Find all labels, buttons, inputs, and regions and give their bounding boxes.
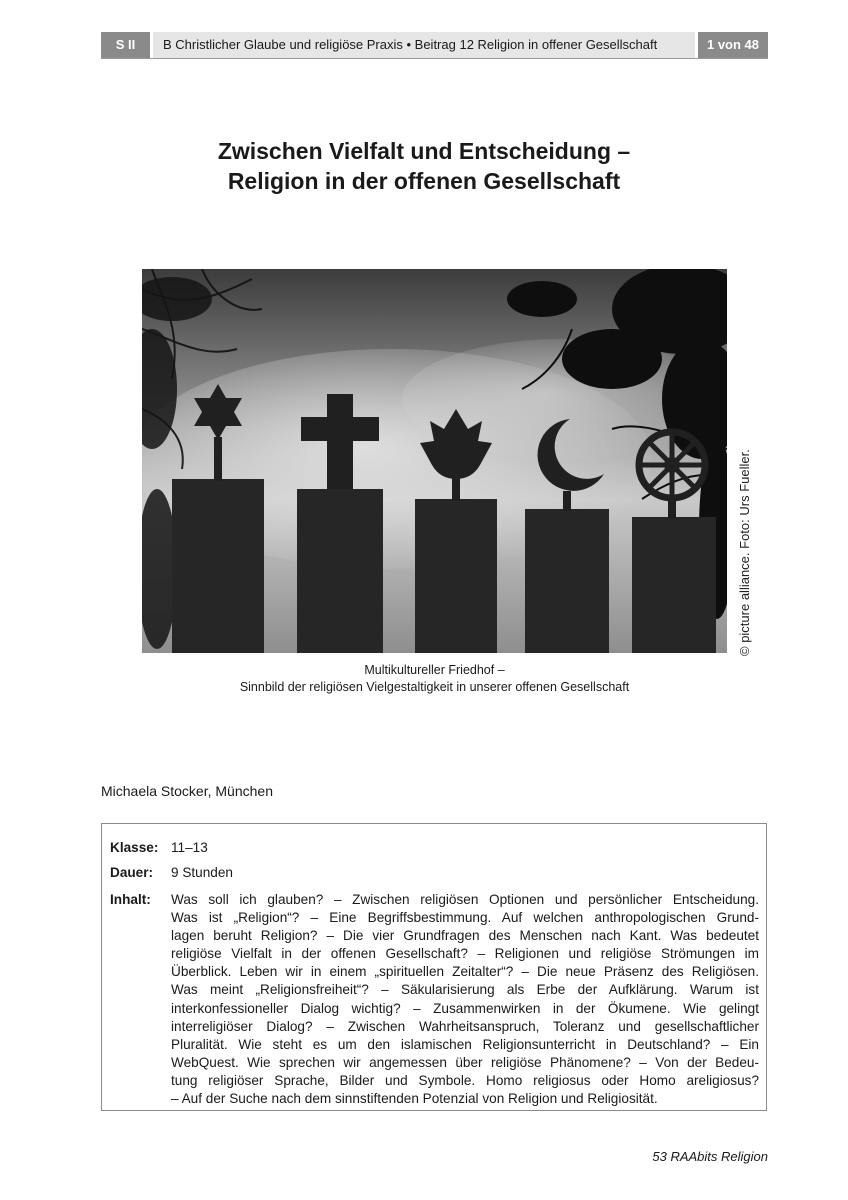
- title-line-1: Zwischen Vielfalt und Entscheidung –: [217, 138, 631, 164]
- dauer-value: 9 Stunden: [171, 865, 233, 880]
- page-counter: 1 von 48: [698, 32, 768, 58]
- inhalt-line: religiöse Vielfalt in der offenen Gesellschaft? – Religionen und religiöse Strömungen im: [171, 946, 759, 962]
- photo-illustration: [142, 269, 727, 653]
- author-line: Michaela Stocker, München: [101, 783, 273, 799]
- level-badge: S II: [101, 32, 150, 58]
- inhalt-line: Was meint „Religionsfreiheit“? – Säkularisierung als Erbe der Aufklärung. Warum ist: [171, 982, 759, 998]
- klasse-label: Klasse:: [110, 840, 159, 855]
- inhalt-label: Inhalt:: [110, 892, 151, 907]
- inhalt-text: [171, 891, 759, 1108]
- page-header: [101, 32, 768, 58]
- title-line-2: Religion in der offenen Gesellschaft: [227, 168, 621, 194]
- inhalt-line: WebQuest. Wie sprechen wir angemessen über religiöse Phänomene? – Von der Bedeu-: [171, 1054, 759, 1070]
- photo-caption: [142, 662, 727, 696]
- inhalt-line: tung religiöser Sprache, Bilder und Symbole. Homo religiosus oder Homo areligiosus?: [171, 1072, 759, 1088]
- klasse-value: 11–13: [171, 840, 208, 855]
- photo-credit: [728, 430, 754, 656]
- cemetery-photo: [142, 269, 727, 653]
- caption-line-1: Multikultureller Friedhof –: [364, 663, 505, 677]
- inhalt-line: lagen beruht Religion? – Die vier Grundfragen des Menschen nach Kant. Was bedeutet: [171, 928, 759, 944]
- inhalt-line: interreligiöser Dialog? – Zwischen Wahrheitsanspruch, Toleranz und gesellschaftlicher: [171, 1018, 759, 1034]
- photo-credit-text: © picture alliance. Foto: Urs Fueller.: [737, 449, 752, 656]
- page-title: [0, 136, 848, 196]
- caption-line-2: Sinnbild der religiösen Vielgestaltigkeit in unserer offenen Gesellschaft: [239, 680, 630, 694]
- inhalt-line: Was soll ich glauben? – Zwischen religiösen Optionen und persönlicher Entscheidung.: [171, 892, 759, 907]
- info-box: [101, 823, 767, 1111]
- inhalt-line: Überblick. Leben wir in einem „spirituellen Zeitalter“? – Die neue Präsenz des Religiösen.: [171, 964, 759, 980]
- inhalt-line: interkonfessioneller Dialog wichtig? – Zusammenwirken in der Ökumene. Wie gelingt: [171, 1000, 759, 1016]
- page-footer: 53 RAAbits Religion: [652, 1149, 768, 1164]
- inhalt-line: Was ist „Religion“? – Eine Begriffsbestimmung. Auf welchen anthropologischen Grund-: [171, 910, 759, 926]
- breadcrumb: B Christlicher Glaube und religiöse Praxis • Beitrag 12 Religion in offener Gesellschaft: [153, 32, 695, 58]
- header-rule: [101, 58, 768, 59]
- inhalt-line: – Auf der Suche nach dem sinnstiftenden Potenzial von Religion und Religiosität.: [171, 1091, 658, 1107]
- inhalt-line: Pluralität. Wie steht es um den islamischen Religionsunterricht in Deutschland? – Ein: [171, 1036, 759, 1052]
- dauer-label: Dauer:: [110, 865, 154, 880]
